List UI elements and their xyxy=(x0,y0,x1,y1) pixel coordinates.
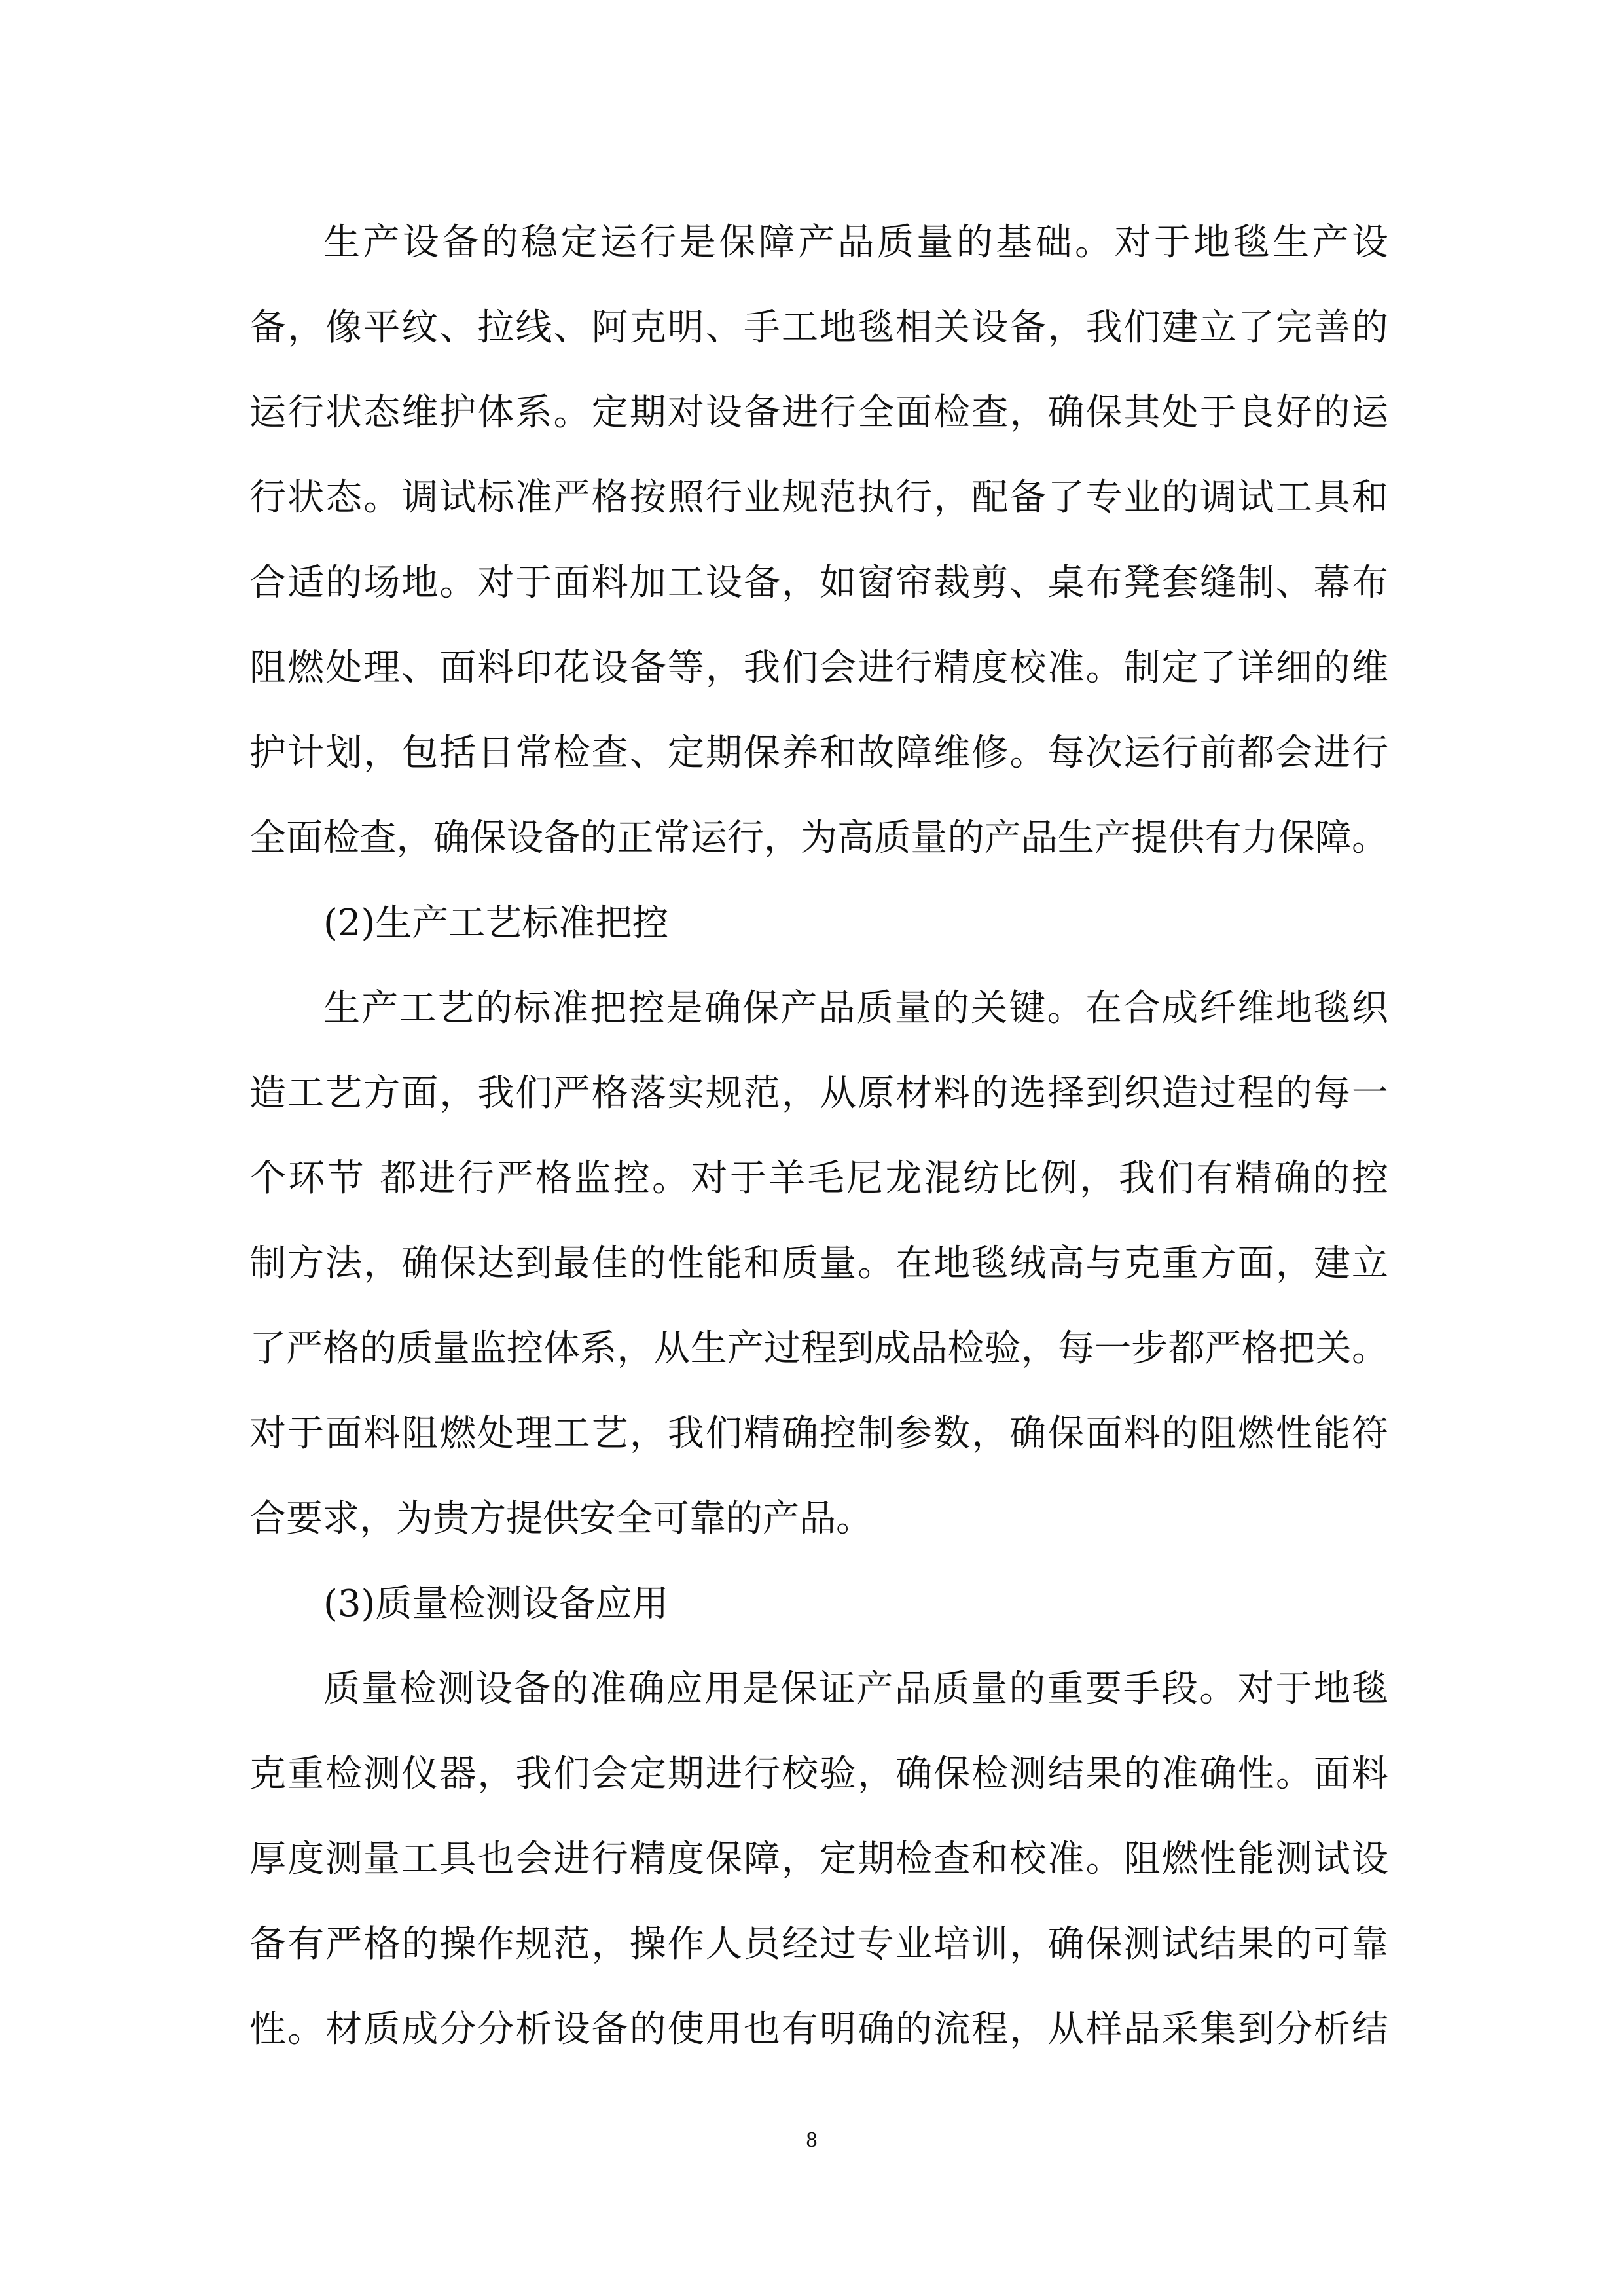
paragraph-line: 备有严格的操作规范，操作人员经过专业培训，确保测试结果的可靠 xyxy=(249,1923,1388,1965)
paragraph-line: 性。材质成分分析设备的使用也有明确的流程，从样品采集到分析结 xyxy=(249,2008,1388,2051)
paragraph-line: 生产工艺的标准把控是确保产品质量的关键。在合成纤维地毯织 xyxy=(323,987,1388,1030)
paragraph-line: 阻燃处理、面料印花设备等，我们会进行精度校准。制定了详细的维 xyxy=(249,647,1388,689)
paragraph-line: 合适的场地。对于面料加工设备，如窗帘裁剪、桌布凳套缝制、幕布 xyxy=(249,562,1388,604)
section-heading: (2)生产工艺标准把控 xyxy=(323,902,669,944)
paragraph-line: 对于面料阻燃处理工艺，我们精确控制参数，确保面料的阻燃性能符 xyxy=(249,1412,1388,1455)
paragraph-line: 合要求，为贵方提供安全可靠的产品。 xyxy=(249,1498,873,1540)
paragraph-line: 运行状态维护体系。定期对设备进行全面检查，确保其处于良好的运 xyxy=(249,391,1388,434)
paragraph-line: 厚度测量工具也会进行精度保障，定期检查和校准。阻燃性能测试设 xyxy=(249,1838,1388,1880)
paragraph-line: 备，像平纹、拉线、阿克明、手工地毯相关设备，我们建立了完善的 xyxy=(249,306,1388,349)
paragraph-line: 造工艺方面，我们严格落实规范，从原材料的选择到织造过程的每一 xyxy=(249,1072,1388,1115)
paragraph-line: 质量检测设备的准确应用是保证产品质量的重要手段。对于地毯 xyxy=(323,1668,1388,1710)
paragraph-line: 制方法，确保达到最佳的性能和质量。在地毯绒高与克重方面，建立 xyxy=(249,1242,1388,1285)
paragraph-line: 个环节 都进行严格监控。对于羊毛尼龙混纺比例，我们有精确的控 xyxy=(249,1157,1388,1200)
paragraph-line: 行状态。调试标准严格按照行业规范执行，配备了专业的调试工具和 xyxy=(249,476,1388,519)
section-heading: (3)质量检测设备应用 xyxy=(323,1583,669,1625)
paragraph-line: 全面检查，确保设备的正常运行，为高质量的产品生产提供有力保障。 xyxy=(249,817,1388,859)
page-number: 8 xyxy=(806,2128,818,2152)
paragraph-line: 生产设备的稳定运行是保障产品质量的基础。对于地毯生产设 xyxy=(323,221,1388,264)
paragraph-line: 了严格的质量监控体系，从生产过程到成品检验，每一步都严格把关。 xyxy=(249,1327,1388,1370)
paragraph-line: 克重检测仪器，我们会定期进行校验，确保检测结果的准确性。面料 xyxy=(249,1753,1388,1795)
paragraph-line: 护计划，包括日常检查、定期保养和故障维修。每次运行前都会进行 xyxy=(249,732,1388,774)
